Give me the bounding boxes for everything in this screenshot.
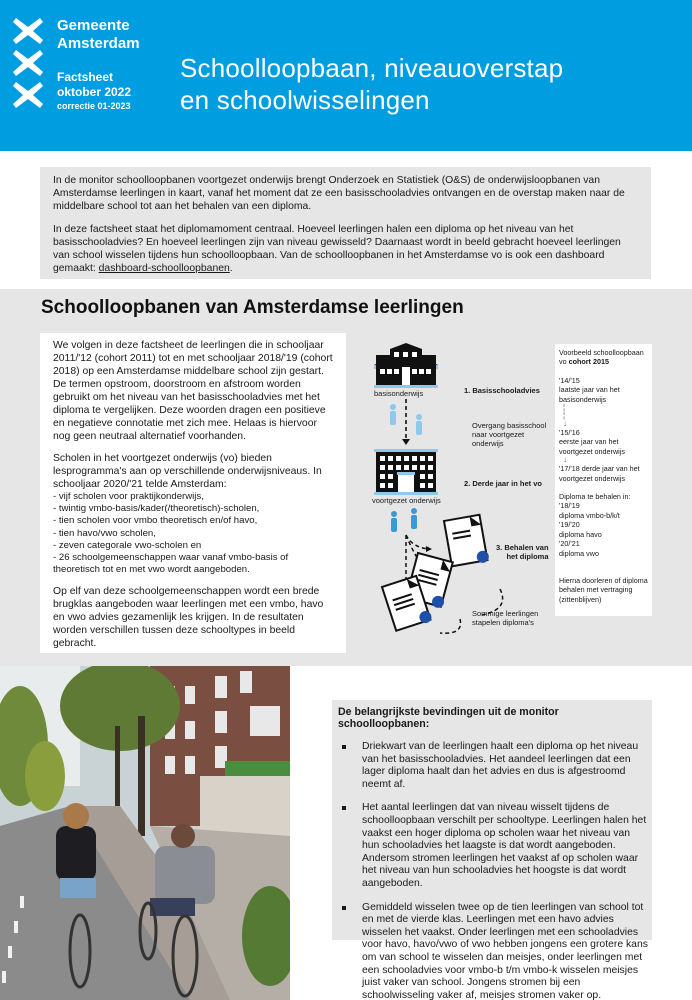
diploma-year-1: '18/'19 xyxy=(559,501,580,511)
school-list xyxy=(53,491,333,576)
diploma-icon xyxy=(444,514,490,568)
example-cohort: cohort 2015 xyxy=(568,357,609,367)
diploma-desc-2: diploma havo xyxy=(559,529,602,539)
org-line-1: Gemeente xyxy=(57,17,130,34)
example-year-2: '15/'16 xyxy=(559,428,580,438)
finding-item xyxy=(338,802,648,890)
section-paragraph-3: Op elf van deze schoolgemeenschappen wordt een brede brugklas aangeboden waar leerlingen met een vmbo, havo en vwo advies gezamenlijk les krijgen. In de resultaten worden verschillen tussen deze schooltypes in beeld gebracht. xyxy=(53,586,324,650)
dashboard-link[interactable]: dashboard-schoolloopbanen xyxy=(98,263,230,275)
school-list-item: - tien scholen voor vmbo theoretisch en/of havo, xyxy=(53,515,258,527)
org-line-2: Amsterdam xyxy=(57,35,140,52)
intro-paragraph-1: In de monitor schoolloopbanen voortgezet onderwijs brengt Onderzoek en Statistiek (O&S) de onderwijsloopbanen van Amsterdamse leerlingen in kaart, vanaf het moment dat ze een basisschooladvies ontvangen en de overstap maken naar de middelbare school tot aan het behalen van een diploma. xyxy=(53,175,625,213)
intro-paragraph-2 xyxy=(53,223,638,276)
school-list-item: - zeven categorale vwo-scholen en xyxy=(53,539,202,551)
example-year-1: '14/'15 xyxy=(559,375,580,385)
section-paragraph-1: We volgen in deze factsheet de leerlingen die in schooljaar 2011/'12 (cohort 2011) tot en met schooljaar 2018/'19 (cohort 2018) op een Amsterdamse middelbare school zijn gestart. De termen opstroom, doorstroom en afstroom worden gebruikt om het niveau van het basisschooladvies met het diploma te vergelijken. Deze woorden dragen een positieve en negatieve connotatie met zich mee. Helaas is hiervoor nog geen neutraal alternatief voorhanden. xyxy=(53,340,333,442)
stack-note-line-1: Sommige leerlingen xyxy=(472,609,539,618)
example-title-line-1: Voorbeeld schoolloopbaan xyxy=(559,348,644,357)
header-banner xyxy=(0,0,692,151)
finding-item xyxy=(338,902,648,1000)
example-year-3: '17/'18 derde jaar van het voortgezet onderwijs xyxy=(559,464,640,483)
primary-school-label: basisonderwijs xyxy=(374,389,424,398)
andreas-cross-icon xyxy=(13,82,43,108)
section-paragraph-2-intro: Scholen in het voortgezet onderwijs (vo) bieden lesprogramma's aan op verschillende onderwijsniveaus. In schooljaar 2020/'21 telde Amsterdam: xyxy=(53,453,322,490)
cyclists-photo xyxy=(0,666,290,1000)
student-icon xyxy=(391,508,417,532)
doc-correction: correctie 01-2023 xyxy=(57,101,131,111)
intro-box xyxy=(40,167,651,279)
arrow-down-icon: ↓ xyxy=(563,455,567,465)
finding-text: Driekwart van de leerlingen haalt een diploma op het niveau van het basisschooladvies. Het aandeel leerlingen dat een lager diploma haalt dan het advies en dus is afgestroomd neemt af. xyxy=(362,741,639,790)
section-text-box xyxy=(40,333,346,653)
example-year-1-desc: laatste jaar van het basisonderwijs xyxy=(559,385,620,404)
primary-school-building-icon xyxy=(374,343,438,388)
step-3-label xyxy=(496,543,549,561)
bullet-icon xyxy=(342,906,346,910)
title-line-2: en schoolwisselingen xyxy=(180,85,430,115)
diploma-desc-1: diploma vmbo-b/k/t xyxy=(559,510,620,520)
key-findings-box xyxy=(332,700,652,1000)
example-after-note: Hierna doorleren of diploma behalen met vertraging (zittenblijven) xyxy=(559,575,648,604)
organization-name xyxy=(57,17,140,53)
finding-text: Gemiddeld wisselen twee op de tien leerlingen van school tot en met de vierde klas. Leerlingen met een havo advies wisselen het vaakst. Onder leerlingen met een schooladvies voor havo, havo/vwo of vwo hebben jongens een grotere kans om van school te wisselen dan meisjes, onder leerlingen met een schooladvies voor vmbo-b t/m vmbo-k wisselen meisjes juist vaker van school. Jongens stromen bij een schoolwisseling vaker af, meisjes stromen vaker op. xyxy=(362,901,648,1000)
finding-item xyxy=(338,741,648,791)
page-title xyxy=(180,52,563,116)
diploma-desc-3: diploma vwo xyxy=(559,548,599,558)
doc-type: Factsheet xyxy=(57,70,114,84)
example-title-line-2 xyxy=(559,357,648,366)
example-title-prefix: vo xyxy=(559,357,569,367)
secondary-school-label: voortgezet onderwijs xyxy=(372,496,441,505)
photo-illustration xyxy=(0,666,290,1000)
title-line-1: Schoolloopbaan, niveauoverstap xyxy=(180,53,564,83)
secondary-school-building-icon xyxy=(374,449,438,495)
section-paragraph-2 xyxy=(53,452,333,576)
bullet-icon xyxy=(342,806,346,810)
document-meta xyxy=(57,70,131,112)
step-1-label: 1. Basisschooladvies xyxy=(464,386,540,395)
example-year-2-desc: eerste jaar van het voortgezet onderwijs xyxy=(559,437,625,456)
intro-paragraph-2-end: . xyxy=(229,263,233,275)
example-title xyxy=(559,348,648,367)
example-timeline-box xyxy=(555,344,652,616)
diplomas-title: Diploma te behalen in: xyxy=(559,492,631,502)
school-list-item: - twintig vmbo-basis/kader(/theoretisch)-scholen, xyxy=(53,503,260,515)
diploma-year-2: '19/'20 xyxy=(559,520,580,530)
bullet-icon xyxy=(342,745,346,749)
step-3-line-1: 3. Behalen van xyxy=(496,543,549,552)
transition-label: Overgang basisschool naar voortgezet onderwijs xyxy=(472,421,547,448)
diploma-year-3: '20/'21 xyxy=(559,539,580,549)
diagram-graphics xyxy=(360,339,550,639)
findings-title: De belangrijkste bevindingen uit de monitor schoolloopbanen: xyxy=(338,706,559,730)
intro-paragraph-2-text: In deze factsheet staat het diplomamoment centraal. Hoeveel leerlingen halen een diploma op het niveau van het basisschooladvies? En hoeveel leerlingen zijn van niveau gewisseld? Daarnaast wordt in beeld gebracht hoeveel leerlingen van school wisselen tijdens hun schoolloopbaan. Van de schoolloopbanen in het Amsterdamse vo is ook een dashboard gemaakt: xyxy=(53,223,621,275)
schoolloopbaan-diagram xyxy=(360,339,550,639)
andreas-cross-icon xyxy=(13,18,43,44)
doc-date: oktober 2022 xyxy=(57,85,132,99)
finding-text: Het aantal leerlingen dat van niveau wisselt tijdens de schoolloopbaan verschilt per schooltype. Leerlingen halen het vaakst een hoger diploma op scholen waar het niveau van hun schooladvies het laagste is dat wordt aangeboden. Andersom stromen leerlingen het vaakst af op scholen waar het niveau van hun schooladvies het hoogste is dat wordt aangeboden. xyxy=(362,802,647,889)
arrow-down-icon: ¦ ¦ ↓ xyxy=(563,403,567,429)
schoolloopbanen-section xyxy=(0,289,692,666)
section-title: Schoolloopbanen van Amsterdamse leerlingen xyxy=(41,297,464,318)
school-list-item: - 26 schoolgemeenschappen waar vanaf vmbo-basis of theoretisch tot en met vwo wordt aangeboden. xyxy=(53,552,289,576)
step-3-line-2: het diploma xyxy=(506,552,549,561)
step-2-label: 2. Derde jaar in het vo xyxy=(464,479,542,488)
stack-note-line-2: stapelen diploma's xyxy=(472,618,534,627)
school-list-item: - vijf scholen voor praktijkonderwijs, xyxy=(53,491,204,502)
stack-note xyxy=(472,609,538,627)
school-list-item: - tien havo/vwo scholen, xyxy=(53,527,156,539)
andreas-cross-icon xyxy=(13,50,43,76)
andreas-cross-logo xyxy=(13,18,45,114)
findings-list xyxy=(338,741,648,1000)
